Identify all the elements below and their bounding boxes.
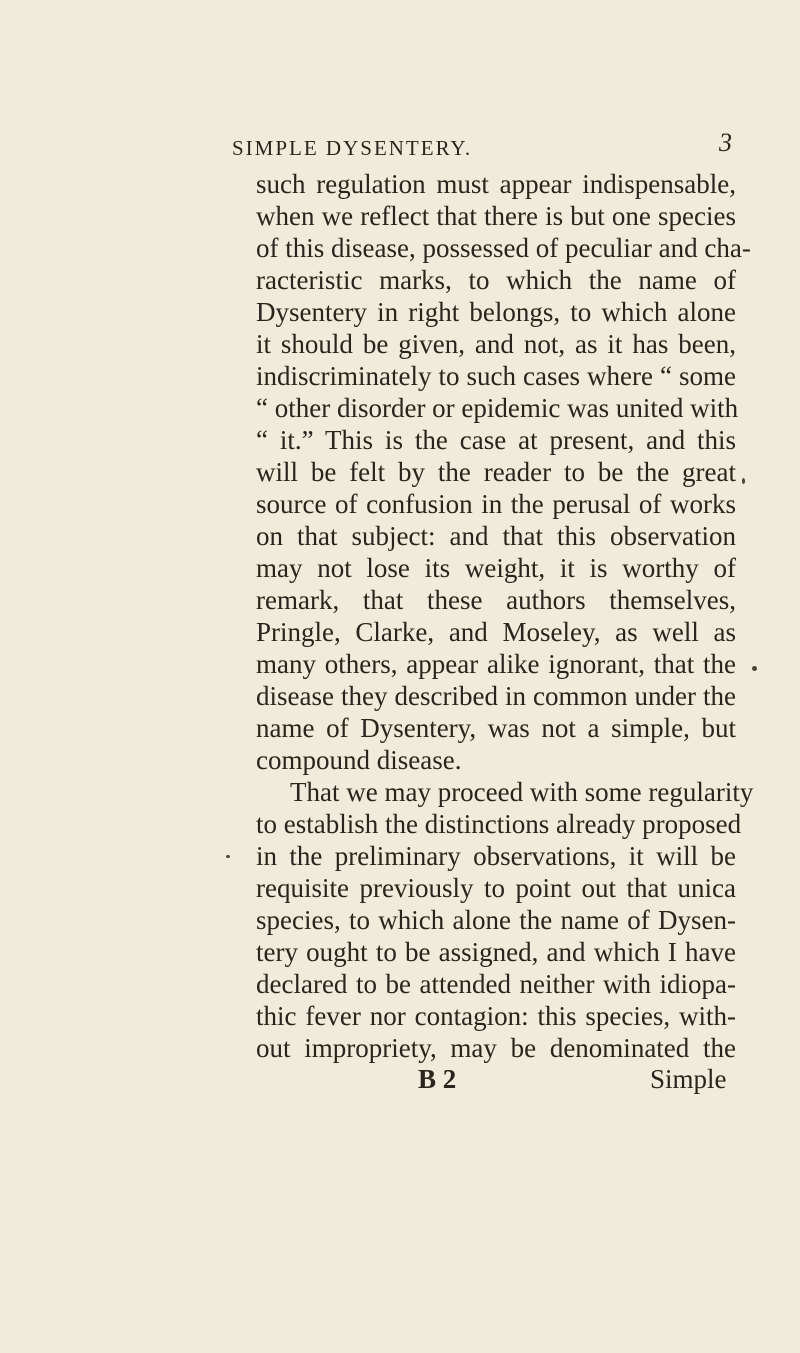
text-line: it should be given, and not, as it has been, bbox=[256, 329, 736, 359]
text-line: Dysentery in right belongs, to which alone bbox=[256, 297, 736, 327]
ink-speck bbox=[752, 666, 757, 671]
text-line: remark, that these authors themselves, bbox=[256, 585, 736, 615]
text-line: in the preliminary observations, it will be bbox=[256, 841, 736, 871]
ink-speck bbox=[742, 478, 745, 484]
text-line: “ it.” This is the case at present, and this bbox=[256, 425, 736, 455]
text-line: thic fever nor contagion: this species, with- bbox=[256, 1001, 736, 1031]
text-line: compound disease. bbox=[256, 745, 462, 775]
running-head: SIMPLE DYSENTERY. bbox=[232, 136, 473, 160]
text-line: when we reflect that there is but one species bbox=[256, 201, 736, 231]
text-line: species, to which alone the name of Dysen- bbox=[256, 905, 736, 935]
text-line: name of Dysentery, was not a simple, but bbox=[256, 713, 736, 743]
text-line: racteristic marks, to which the name of bbox=[256, 265, 736, 295]
text-line: of this disease, possessed of peculiar and cha- bbox=[256, 233, 751, 263]
text-line: out impropriety, may be denominated the bbox=[256, 1033, 736, 1063]
text-line: declared to be attended neither with idiopa- bbox=[256, 969, 736, 999]
text-line: source of confusion in the perusal of works bbox=[256, 489, 736, 519]
signature-mark: B 2 bbox=[418, 1064, 457, 1094]
text-line: indiscriminately to such cases where “ some bbox=[256, 361, 736, 391]
text-line: That we may proceed with some regularity bbox=[290, 777, 754, 807]
page-number: 3 bbox=[719, 128, 732, 157]
text-line: Pringle, Clarke, and Moseley, as well as bbox=[256, 617, 736, 647]
text-line: will be felt by the reader to be the great bbox=[256, 457, 736, 487]
text-line: on that subject: and that this observation bbox=[256, 521, 736, 551]
text-line: disease they described in common under the bbox=[256, 681, 736, 711]
ink-speck bbox=[226, 855, 230, 858]
text-line: may not lose its weight, it is worthy of bbox=[256, 553, 736, 583]
catchword: Simple bbox=[650, 1064, 727, 1094]
text-line: many others, appear alike ignorant, that the bbox=[256, 649, 736, 679]
text-line: such regulation must appear indispensable, bbox=[256, 169, 736, 199]
text-line: tery ought to be assigned, and which I have bbox=[256, 937, 736, 967]
text-line: “ other disorder or epidemic was united with bbox=[256, 393, 739, 423]
text-line: requisite previously to point out that unica bbox=[256, 873, 736, 903]
text-line: to establish the distinctions already proposed bbox=[256, 809, 742, 839]
